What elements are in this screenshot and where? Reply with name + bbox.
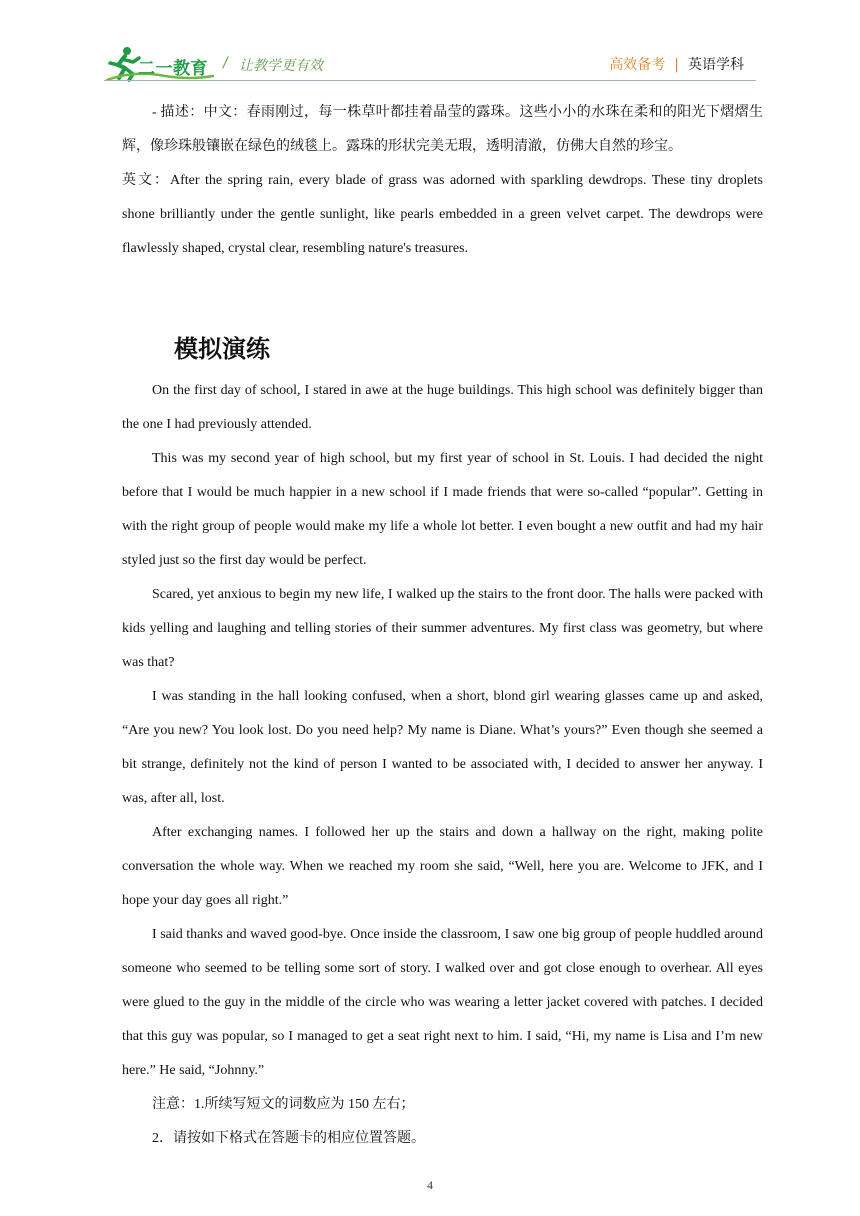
story-paragraph-5: After exchanging names. I followed her up the stairs and down a hallway on the right, making polite conversation the whole way. When we reached my room she said, “Well, here you are. Welcome to JFK, and I hope your day goes all right.” [122,825,763,908]
story-paragraph-4: I was standing in the hall looking confused, when a short, blond girl wearing glasses came up and asked, “Are you new? You look lost. Do you need help? My name is Diane. What’s yours?” Even though she seemed a bit strange, definitely not the kind of person I wanted to be associated with, I decided to answer her anyway. I was, after all, lost. [122,689,763,806]
page-header [0,0,860,96]
note-line-2: 2．请按如下格式在答题卡的相应位置答题。 [152,1131,425,1146]
header-separator: | [674,57,679,73]
page-body [122,96,763,1156]
page-number: 4 [427,1178,433,1192]
section-title: 模拟演练 [174,335,270,363]
subject-label: 英语学科 [688,57,744,73]
brand-name: 二一教育 [138,59,208,79]
intro-english: 英文：After the spring rain, every blade of grass was adorned with sparkling dewdrops. These tiny droplets shone brilliantly under the gentle sunlight, like pearls embedded in a green velvet carpet. The dewdrops were flawlessly shaped, crystal clear, resembling nature's treasures. [122,173,763,256]
story-paragraph-1: On the first day of school, I stared in awe at the huge buildings. This high school was definitely bigger than the one I had previously attended. [122,383,763,432]
header-divider [104,80,756,81]
story-paragraph-6: I said thanks and waved good-bye. Once inside the classroom, I saw one big group of people huddled around someone who seemed to be telling some sort of story. I walked over and got close enough to overhear. All eyes were glued to the guy in the middle of the circle who was wearing a letter jacket covered with patches. I decided that this guy was popular, so I managed to get a seat right next to him. I said, “Hi, my name is Lisa and I’m new here.” He said, “Johnny.” [122,927,763,1078]
story-paragraph-2: This was my second year of high school, but my first year of school in St. Louis. I had decided the night before that I would be much happier in a new school if I made friends that were so-called “popular”. Getting in with the right group of people would make my life a whole lot better. I even bought a new outfit and had my hair styled just so the first day would be perfect. [122,451,763,568]
exam-label: 高效备考 [609,57,666,73]
header-right [609,54,744,74]
note-line-1: 注意：1.所续写短文的词数应为 150 左右； [152,1097,415,1112]
brand-slogan: 让教学更有效 [239,58,323,74]
intro-chinese: - 描述：中文：春雨刚过，每一株草叶都挂着晶莹的露珠。这些小小的水珠在柔和的阳光下熠熠生辉，像珍珠般镶嵌在绿色的绒毯上。露珠的形状完美无瑕，透明清澈，仿佛大自然的珍宝。 [122,105,763,154]
slogan-separator: / [223,55,228,71]
story-paragraph-3: Scared, yet anxious to begin my new life, I walked up the stairs to the front door. The halls were packed with kids yelling and laughing and telling stories of their summer adventures. My first class was geometry, but where was that? [122,587,763,670]
